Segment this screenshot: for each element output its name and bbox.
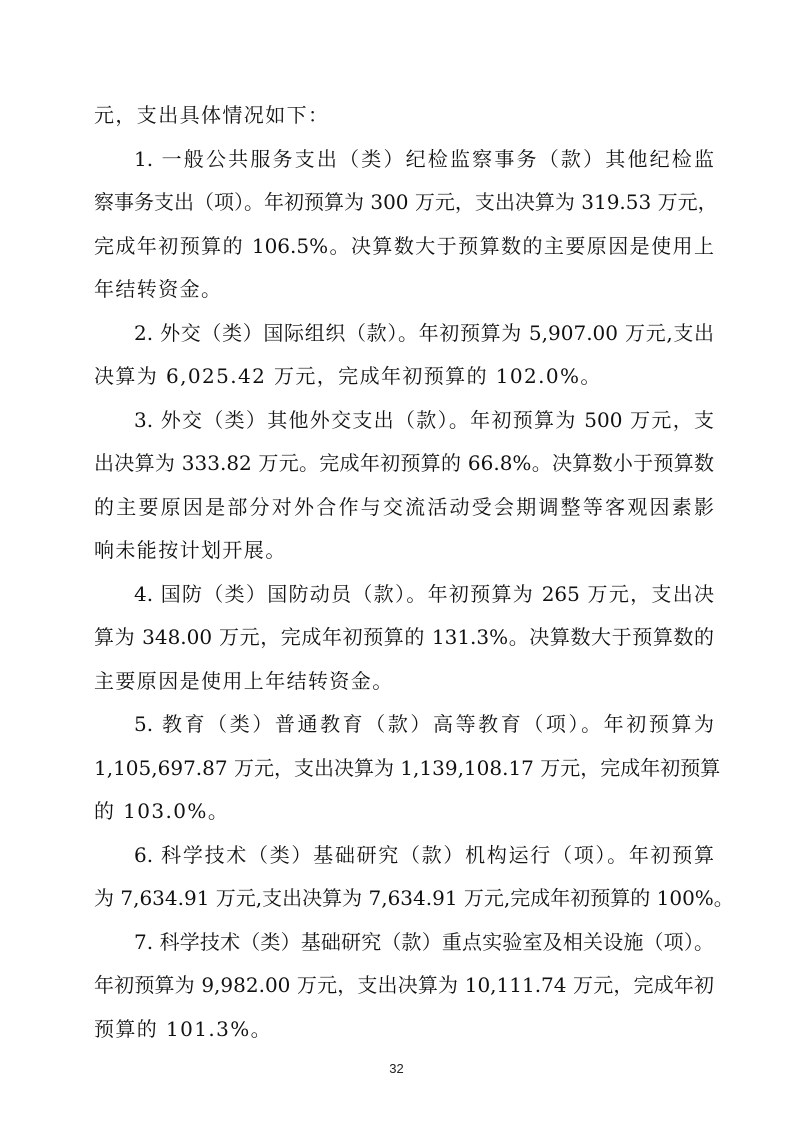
paragraph-line: 察事务支出（项）。年初预算为 300 万元，支出决算为 319.53 万元， — [94, 190, 718, 214]
paragraph-line: 2. 外交（类）国际组织（款）。年初预算为 5,907.00 万元,支出 — [134, 320, 714, 345]
paragraph-line: 5. 教育（类）普通教育（款）高等教育（项）。年初预算为 — [134, 712, 714, 736]
paragraph-line: 算为 348.00 万元，完成年初预算的 131.3%。决算数大于预算数的 — [94, 625, 714, 649]
paragraph-line: 年结转资金。 — [94, 277, 223, 301]
paragraph-line: 完成年初预算的 106.5%。决算数大于预算数的主要原因是使用上 — [94, 233, 714, 258]
document-body — [94, 94, 734, 1051]
item-4-paragraph — [94, 573, 714, 704]
paragraph-line: 出决算为 333.82 万元。完成年初预算的 66.8%。决算数小于预算数 — [94, 451, 714, 475]
item-5-paragraph — [94, 703, 721, 834]
paragraph-line: 主要原因是使用上年结转资金。 — [94, 668, 394, 693]
paragraph-line: 7. 科学技术（类）基础研究（款）重点实验室及相关设施（项）。 — [134, 929, 714, 954]
paragraph-line: 元，支出具体情况如下： — [94, 103, 330, 127]
paragraph-line: 为 7,634.91 万元,支出决算为 7,634.91 万元,完成年初预算的 100%。 — [94, 886, 734, 910]
item-6-paragraph — [94, 834, 734, 921]
paragraph-line: 预算的 101.3%。 — [94, 1016, 273, 1041]
continuation-paragraph — [94, 94, 714, 138]
paragraph-line: 响未能按计划开展。 — [94, 538, 287, 562]
paragraph-line: 6. 科学技术（类）基础研究（款）机构运行（项）。年初预算 — [134, 842, 714, 867]
item-2-paragraph — [94, 312, 714, 399]
page-number: 32 — [389, 1061, 404, 1076]
paragraph-line: 1. 一般公共服务支出（类）纪检监察事务（款）其他纪检监 — [134, 146, 714, 171]
paragraph-line: 的 103.0%。 — [94, 799, 230, 823]
paragraph-line: 3. 外交（类）其他外交支出（款）。年初预算为 500 万元，支 — [134, 407, 714, 432]
paragraph-line: 年初预算为 9,982.00 万元，支出决算为 10,111.74 万元，完成年初 — [94, 973, 714, 997]
paragraph-line: 4. 国防（类）国防动员（款）。年初预算为 265 万元，支出决 — [134, 581, 714, 606]
item-1-paragraph — [94, 138, 718, 312]
paragraph-line: 1,105,697.87 万元，支出决算为 1,139,108.17 万元，完成年初预算 — [94, 755, 721, 780]
paragraph-line: 的主要原因是部分对外合作与交流活动受会期调整等客观因素影 — [94, 494, 714, 519]
item-3-paragraph — [94, 399, 714, 573]
item-7-paragraph — [94, 921, 714, 1052]
paragraph-line: 决算为 6,025.42 万元，完成年初预算的 102.0%。 — [94, 364, 602, 388]
